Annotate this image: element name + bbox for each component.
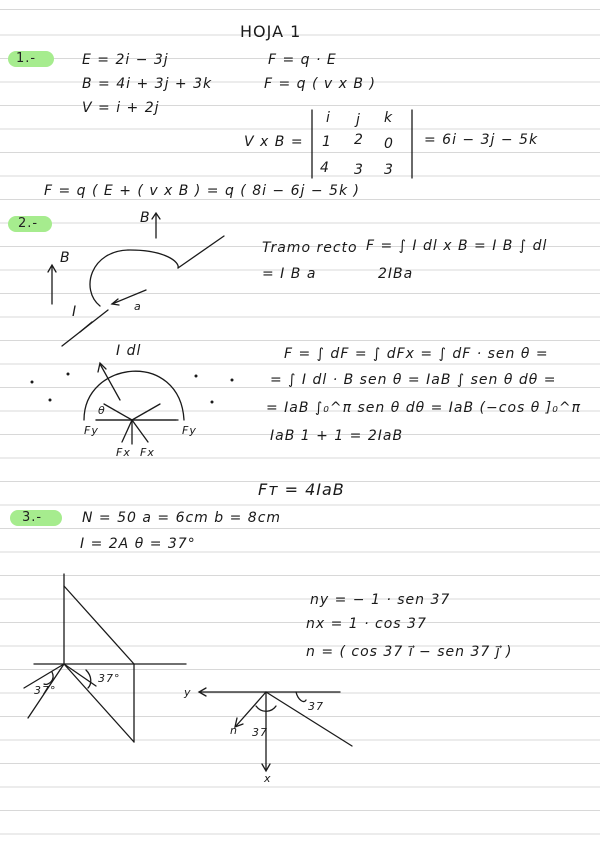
problem1-label: 1.- [16,51,37,66]
force-semicircle [84,371,184,420]
two-iba-value: 2IBa [378,266,414,282]
dot [195,375,198,378]
problem1-final: F = q ( E + ( v x B ) = q ( 8i − 6j − 5k ) [44,183,360,199]
det-i: i [326,110,331,126]
b-equation: B = 4i + 3j + 3k [82,76,213,92]
force-integral: F = ∫ I dl x B = I B ∫ dl [366,238,548,254]
calc-line-2: = ∫ I dl · B sen θ = IaB ∫ sen θ dθ = [270,372,557,388]
idl-label: I dl [116,343,142,359]
straight-segment-top [178,236,224,268]
det-r2c3: 3 [384,162,394,178]
det-r2c1: 4 [320,160,330,176]
n-vector: n = ( cos 37 i⃗ − sen 37 j⃗ ) [306,644,513,660]
dot [31,381,34,384]
frame-diagonal-top [64,586,134,664]
calc-line-1: F = ∫ dF = ∫ dFx = ∫ dF · sen θ = [284,346,549,362]
vxb-result: = 6i − 3j − 5k [424,132,539,148]
ny-equation: ny = − 1 · sen 37 [310,592,451,608]
tramo-recto: Tramo recto [262,240,358,256]
dot [231,379,234,382]
fy-right-label: Fy [182,424,197,437]
force-qe: F = q · E [268,52,337,68]
angle-label-a: 37° [34,684,57,697]
frame-diagonal-bottom [64,664,134,742]
dot [211,401,214,404]
axis-y-label: y [184,686,192,699]
problem3-label: 3.- [22,510,43,525]
dot [49,399,52,402]
nx-equation: nx = 1 · cos 37 [306,616,427,632]
fx-right-vector [132,420,148,442]
calc-line-3: = IaB ∫₀^π sen θ dθ = IaB (−cos θ ]₀^π [266,400,581,416]
b-top-label: B [140,210,151,226]
incline-line [266,692,352,746]
givens-line-2: I = 2A θ = 37° [80,536,196,552]
fx-left-vector [122,420,132,442]
e-equation: E = 2i − 3j [82,52,169,68]
radius-label: a [134,300,142,313]
vxb-label: V x B = [244,134,304,150]
force-qvb: F = q ( v x B ) [264,76,376,92]
problem2-label: 2.- [18,216,39,231]
det-j: j [356,112,361,128]
angle-label-d: 37 [308,700,324,713]
current-label: I [72,304,78,320]
angle-label-c: 37 [252,726,268,739]
total-force: Fт = 4IaB [258,480,345,499]
current-arrow [80,322,92,332]
det-r2c2: 3 [354,162,364,178]
normal-vector [236,692,266,726]
diag-line-1 [104,404,132,420]
calc-line-4: IaB 1 + 1 = 2IaB [270,428,404,444]
b-left-label: B [60,250,71,266]
iba-value: = I B a [262,266,317,282]
det-r1c1: 1 [322,134,332,150]
radius-line [112,290,146,304]
diag-line-2 [132,404,160,420]
det-k: k [384,110,394,126]
fy-left-label: Fy [84,424,99,437]
v-equation: V = i + 2j [82,100,160,116]
angle-arc-d [296,692,306,702]
angle-label-b: 37° [98,672,121,685]
det-r1c2: 2 [354,132,364,148]
theta-label: θ [98,404,106,417]
fx-left-label: Fx [116,446,131,459]
fx-right-label: Fx [140,446,155,459]
dot [67,373,70,376]
semicircle-loop [90,250,178,306]
axis-x-label: x [264,772,272,785]
det-r1c3: 0 [384,136,394,152]
givens-line-1: N = 50 a = 6cm b = 8cm [82,510,282,526]
page-title: HOJA 1 [240,22,302,41]
frame-bottom-left [28,664,64,718]
n-label: n [230,724,238,737]
